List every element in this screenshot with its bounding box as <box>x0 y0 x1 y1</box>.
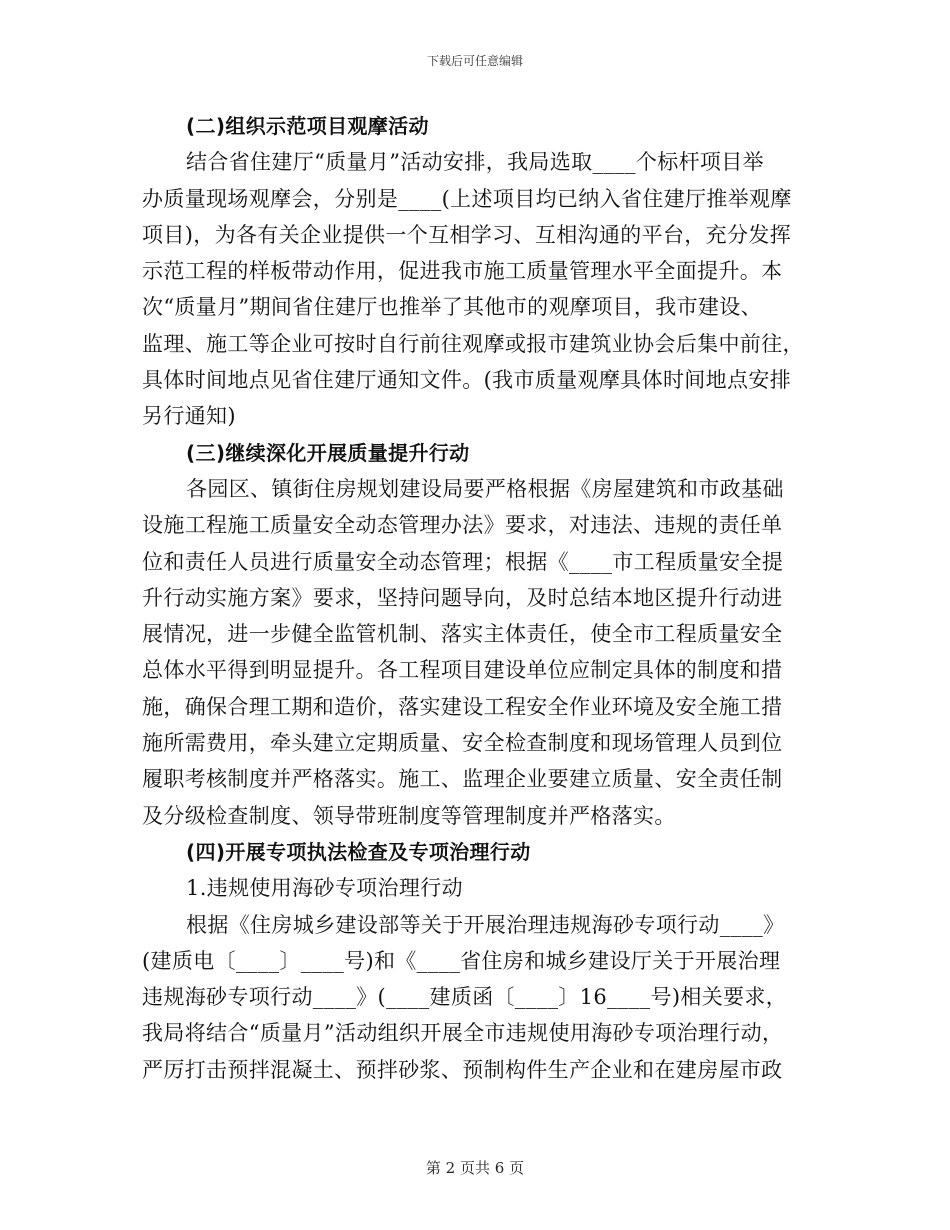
paragraph-line: 我局将结合“质量月”活动组织开展全市违规使用海砂专项治理行动， <box>142 1021 784 1046</box>
paragraph-line: 履职考核制度并严格落实。施工、监理企业要建立质量、安全责任制 <box>142 767 783 792</box>
paragraph-line: 位和责任人员进行质量安全动态管理；根据《____市工程质量安全提 <box>142 549 784 574</box>
paragraph-line: 项目)，为各有关企业提供一个互相学习、互相沟通的平台，充分发挥 <box>142 222 792 247</box>
paragraph-line: 严厉打击预拌混凝土、预拌砂浆、预制构件生产企业和在建房屋市政 <box>142 1057 783 1082</box>
paragraph-line: 展情况，进一步健全监管机制、落实主体责任，使全市工程质量安全 <box>142 622 783 647</box>
paragraph-line: 根据《住房城乡建设部等关于开展治理违规海砂专项行动____》 <box>186 912 785 937</box>
subsection-heading-1: 1.违规使用海砂专项治理行动 <box>186 876 463 901</box>
section-heading-3: (三)继续深化开展质量提升行动 <box>186 440 470 465</box>
paragraph-line: 示范工程的样板带动作用，促进我市施工质量管理水平全面提升。本 <box>142 259 783 284</box>
paragraph-line: 升行动实施方案》要求，坚持问题导向，及时总结本地区提升行动进 <box>142 585 783 610</box>
paragraph-line: 违规海砂专项行动____》(____建质函〔____〕16____号)相关要求， <box>142 985 788 1010</box>
paragraph-line: 监理、施工等企业可按时自行前往观摩或报市建筑业协会后集中前往， <box>142 331 804 356</box>
paragraph-line: 次“质量月”期间省住建厅也推举了其他市的观摩项目，我市建设、 <box>142 295 762 320</box>
paragraph-line: 及分级检查制度、领导带班制度等管理制度并严格落实。 <box>142 803 676 828</box>
paragraph-line: 施所需费用，牵头建立定期质量、安全检查制度和现场管理人员到位 <box>142 731 783 756</box>
page-number: 第 2 页共 6 页 <box>425 1159 525 1177</box>
paragraph-line: 办质量现场观摩会，分别是____(上述项目均已纳入省住建厅推举观摩 <box>142 186 792 211</box>
paragraph-line: 施，确保合理工期和造价，落实建设工程安全作业环境及安全施工措 <box>142 694 783 719</box>
document-body <box>142 108 807 1088</box>
paragraph-line: 另行通知) <box>142 404 236 429</box>
header-note: 下载后可任意编辑 <box>426 54 523 68</box>
paragraph-line: 设施工程施工质量安全动态管理办法》要求，对违法、违规的责任单 <box>142 513 783 538</box>
section-heading-2: (二)组织示范项目观摩活动 <box>186 114 429 138</box>
paragraph-line: (建质电〔____〕____号)和《____省住房和城乡建设厅关于开展治理 <box>142 948 781 973</box>
paragraph-line: 结合省住建厅“质量月”活动安排，我局选取____个标杆项目举 <box>186 150 764 175</box>
section-heading-4: (四)开展专项执法检查及专项治理行动 <box>186 839 531 864</box>
paragraph-line: 各园区、镇街住房规划建设局要严格根据《房屋建筑和市政基础 <box>186 476 784 501</box>
paragraph-line: 具体时间地点见省住建厅通知文件。(我市质量观摩具体时间地点安排 <box>142 368 792 393</box>
paragraph-line: 总体水平得到明显提升。各工程项目建设单位应制定具体的制度和措 <box>142 658 783 683</box>
